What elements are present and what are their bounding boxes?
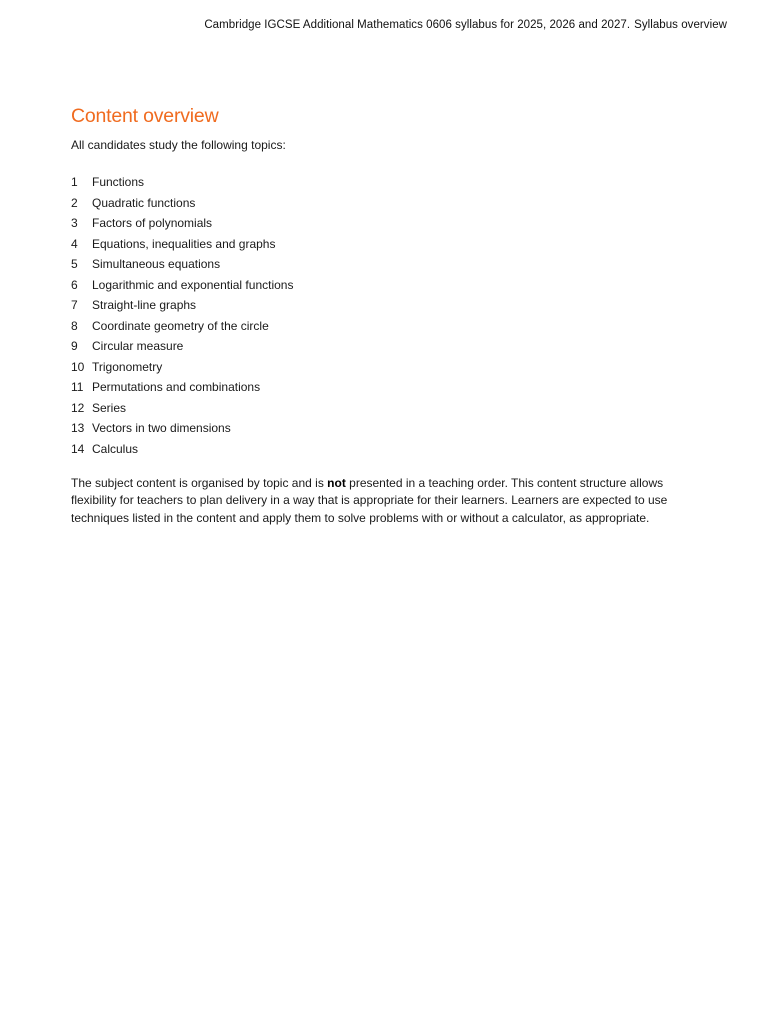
topic-number: 13 xyxy=(71,421,85,435)
topic-list xyxy=(71,174,293,461)
list-item xyxy=(71,174,293,195)
list-item xyxy=(71,420,293,441)
topic-label: Permutations and combinations xyxy=(92,380,261,394)
topic-number: 14 xyxy=(71,441,85,456)
list-item xyxy=(71,236,293,257)
topic-number: 1 xyxy=(71,175,78,189)
list-item xyxy=(71,318,293,339)
topic-label: Factors of polynomials xyxy=(92,216,213,230)
page-title: Content overview xyxy=(71,105,219,127)
topic-number: 8 xyxy=(71,318,78,333)
intro-text: All candidates study the following topics: xyxy=(71,138,286,152)
topic-label: Circular measure xyxy=(92,339,184,353)
topic-label: Quadratic functions xyxy=(92,195,196,210)
closing-text-end: presented in a teaching order. This content structure allows flexibility for teachers to plan delivery in a way that is appropriate for their learners. Learners are expected to use techniques listed in the content and apply them to solve problems with or without a calculator, as appropriate. xyxy=(71,476,668,525)
topic-number: 4 xyxy=(71,236,78,251)
topic-number: 7 xyxy=(71,298,78,312)
list-item xyxy=(71,359,293,380)
header-section: Syllabus overview xyxy=(634,19,727,31)
topic-number: 5 xyxy=(71,257,78,271)
list-item xyxy=(71,297,293,318)
topic-label: Simultaneous equations xyxy=(92,257,221,271)
topic-label: Straight-line graphs xyxy=(92,298,197,312)
list-item xyxy=(71,400,293,421)
topic-label: Trigonometry xyxy=(92,359,163,374)
header-document-title: Cambridge IGCSE Additional Mathematics 0606 syllabus for 2025, 2026 and 2027. xyxy=(204,19,631,31)
closing-paragraph xyxy=(71,475,691,527)
list-item xyxy=(71,277,293,298)
topic-number: 10 xyxy=(71,359,85,374)
topic-number: 2 xyxy=(71,195,78,210)
closing-text-start: The subject content is organised by topic and is xyxy=(71,476,328,490)
topic-number: 6 xyxy=(71,277,78,292)
list-item xyxy=(71,215,293,236)
topic-label: Calculus xyxy=(92,441,139,456)
list-item xyxy=(71,338,293,359)
topic-number: 11 xyxy=(71,380,84,394)
topic-number: 9 xyxy=(71,339,78,353)
topic-label: Logarithmic and exponential functions xyxy=(92,277,294,292)
closing-emphasis: not xyxy=(327,476,346,490)
topic-label: Vectors in two dimensions xyxy=(92,421,231,435)
running-header xyxy=(204,19,727,31)
list-item xyxy=(71,379,293,400)
topic-number: 12 xyxy=(71,400,85,415)
topic-label: Functions xyxy=(92,175,145,189)
list-item xyxy=(71,441,293,462)
list-item xyxy=(71,256,293,277)
topic-label: Coordinate geometry of the circle xyxy=(92,318,269,333)
topic-number: 3 xyxy=(71,216,78,230)
topic-label: Series xyxy=(92,400,127,415)
list-item xyxy=(71,195,293,216)
topic-label: Equations, inequalities and graphs xyxy=(92,236,276,251)
